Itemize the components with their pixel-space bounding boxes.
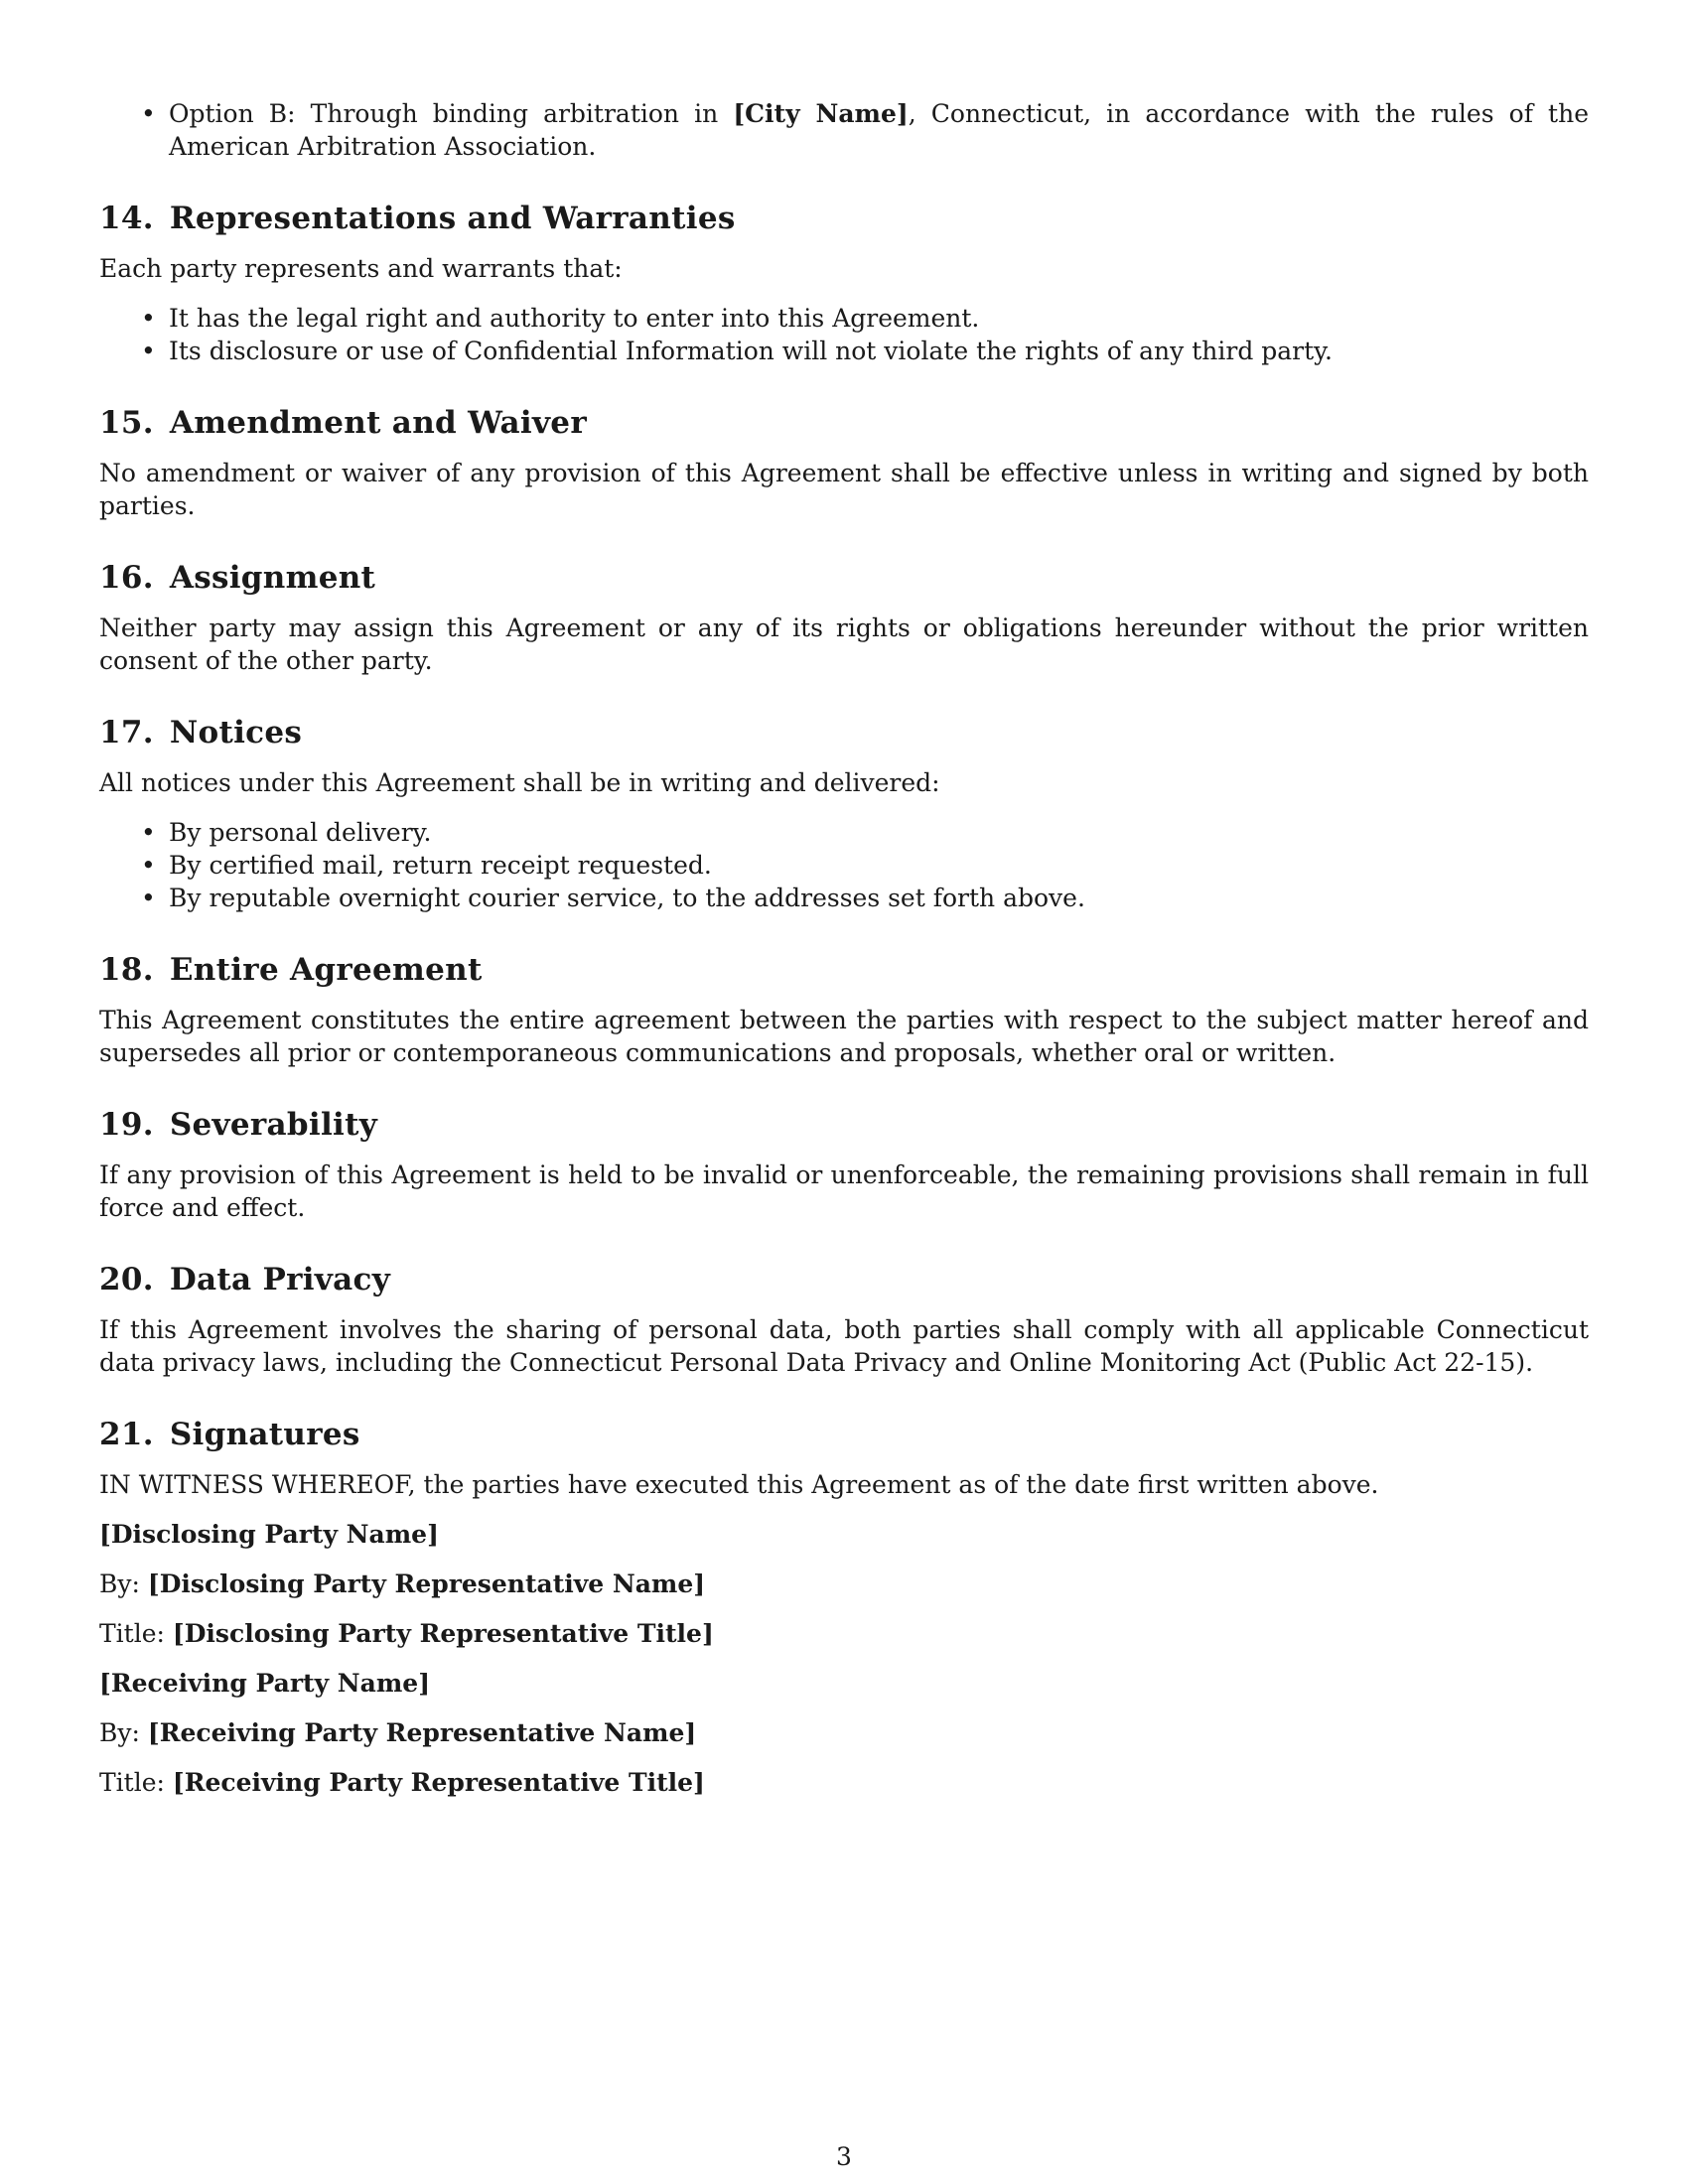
section-heading-19: 19. Severability — [99, 1107, 378, 1143]
section-14-list — [99, 302, 1589, 367]
receiving-party-name: [Receiving Party Name] — [99, 1669, 431, 1698]
section-20-body: If this Agreement involves the sharing of personal data, both parties shall comply with all applicable Connecticut data privacy laws, including the Connecticut Personal Data Privacy and Online Monitoring Act (Public Act 22-15). — [99, 1315, 1589, 1377]
section-heading-15: 15. Amendment and Waiver — [99, 405, 587, 441]
list-item: • By personal delivery. — [169, 816, 1589, 849]
section-heading-14: 14. Representations and Warranties — [99, 201, 736, 236]
list-item: • Its disclosure or use of Confidential Information will not violate the rights of any third party. — [169, 335, 1589, 367]
receiving-rep-name-line: By: [Receiving Party Representative Name] — [99, 1718, 697, 1747]
section-14-intro: Each party represents and warrants that: — [99, 254, 623, 283]
section-heading-17: 17. Notices — [99, 715, 303, 751]
document-page — [99, 97, 1589, 1816]
disclosing-party-name: [Disclosing Party Name] — [99, 1520, 439, 1549]
disclosing-rep-title-line: Title: [Disclosing Party Representative Title] — [99, 1619, 714, 1648]
receiving-rep-title-line: Title: [Receiving Party Representative Title] — [99, 1768, 705, 1797]
list-item: • By reputable overnight courier service, to the addresses set forth above. — [169, 882, 1589, 914]
disclosing-rep-name-line: By: [Disclosing Party Representative Name] — [99, 1570, 706, 1598]
section-17-list — [99, 816, 1589, 914]
section-heading-20: 20. Data Privacy — [99, 1262, 391, 1297]
section-heading-21: 21. Signatures — [99, 1417, 360, 1452]
section-heading-16: 16. Assignment — [99, 560, 376, 596]
section-heading-18: 18. Entire Agreement — [99, 952, 483, 988]
section-18-body: This Agreement constitutes the entire agreement between the parties with respect to the subject matter hereof and supersedes all prior or contemporaneous communications and proposals, whether oral or written. — [99, 1006, 1589, 1067]
arbitration-options-list — [99, 97, 1589, 163]
list-item: • It has the legal right and authority to enter into this Agreement. — [169, 302, 1589, 335]
section-17-intro: All notices under this Agreement shall be in writing and delivered: — [99, 768, 940, 797]
section-21-body: IN WITNESS WHEREOF, the parties have executed this Agreement as of the date first written above. — [99, 1470, 1379, 1499]
list-item: • Option B: Through binding arbitration in [City Name], Connecticut, in accordance with the rules of the American Arbitration Association. — [169, 97, 1589, 163]
page-number: 3 — [836, 2142, 852, 2171]
section-15-body: No amendment or waiver of any provision of this Agreement shall be effective unless in writing and signed by both parties. — [99, 459, 1589, 520]
section-16-body: Neither party may assign this Agreement or any of its rights or obligations hereunder without the prior written consent of the other party. — [99, 614, 1589, 675]
section-19-body: If any provision of this Agreement is held to be invalid or unenforceable, the remaining provisions shall remain in full force and effect. — [99, 1160, 1589, 1222]
list-item: • By certified mail, return receipt requested. — [169, 849, 1589, 882]
city-name-placeholder: [City Name] — [733, 99, 909, 128]
